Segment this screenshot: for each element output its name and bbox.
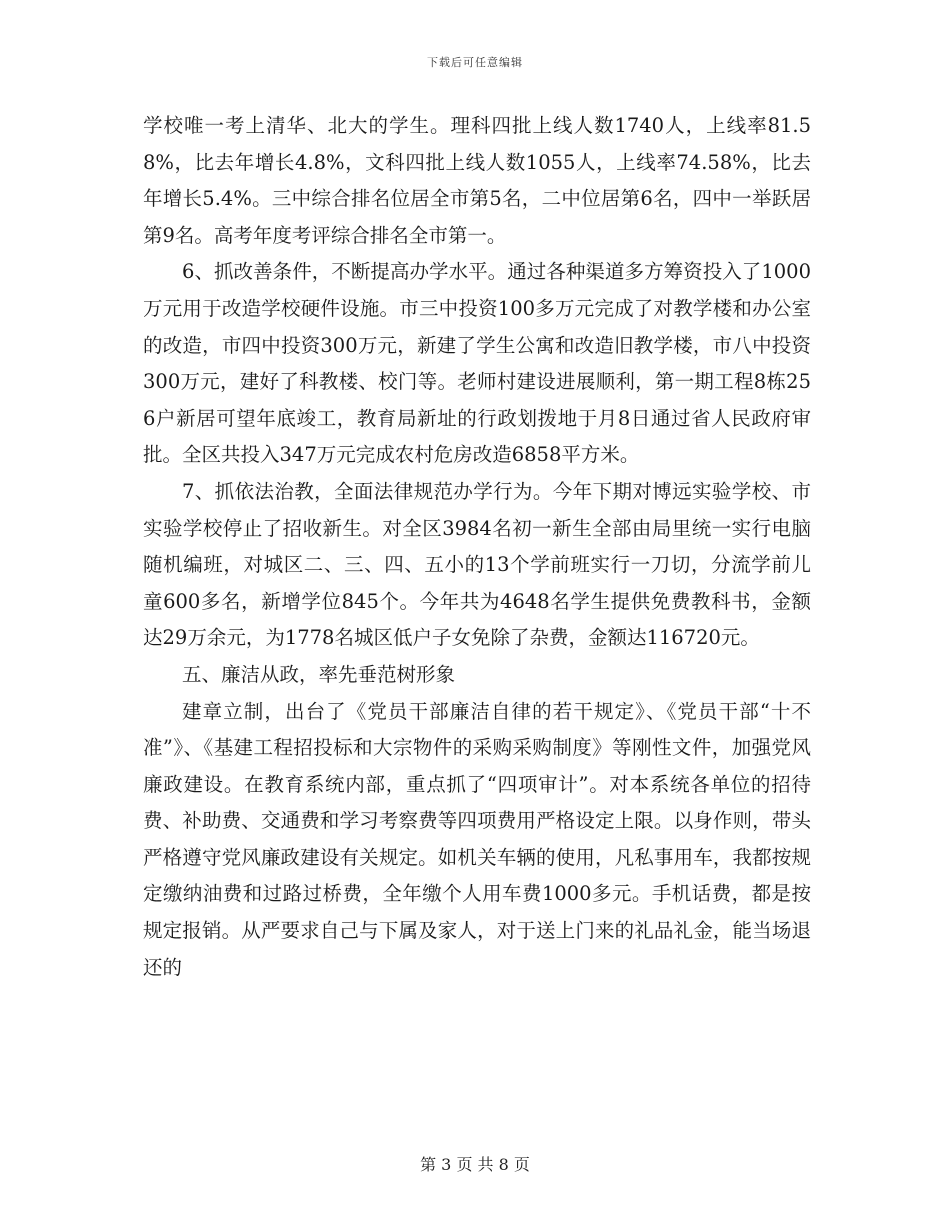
paragraph-improve-conditions: 6、抓改善条件，不断提高办学水平。通过各种渠道多方筹资投入了1000万元用于改造学校硬件设施。市三中投资100多万元完成了对教学楼和办公室的改造，市四中投资300万元，新建了学生公寓和改造旧教学楼，市八中投资300万元，建好了科教楼、校门等。老师村建设进展顺利，第一期工程8栋256户新居可望年底竣工，教育局新址的行政划拨地于月8日通过省人民政府审批。全区共投入347万元完成农村危房改造6858平方米。 <box>143 260 811 467</box>
document-body <box>143 108 811 986</box>
section-heading-integrity: 五、廉洁从政，率先垂范树形象 <box>182 662 456 686</box>
page-footer <box>0 1152 950 1175</box>
paragraph-rule-of-law: 7、抓依法治教，全面法律规范办学行为。今年下期对博远实验学校、市实验学校停止了招收新生。对全区3984名初一新生全部由局里统一实行电脑随机编班，对城区二、三、四、五小的13个学前班实行一刀切，分流学前儿童600多名，新增学位845个。今年共为4648名学生提供免费教科书，金额达29万余元，为1778名城区低户子女免除了杂费，金额达116720元。 <box>143 479 811 650</box>
page-header-note: 下载后可任意编辑 <box>427 56 523 69</box>
paragraph-regulations: 建章立制，出台了《党员干部廉洁自律的若干规定》、《党员干部“十不准”》、《基建工程招投标和大宗物件的采购采购制度》等刚性文件，加强党风廉政建设。在教育系统内部，重点抓了“四项审计”。对本系统各单位的招待费、补助费、交通费和学习考察费等四项费用严格设定上限。以身作则，带头严格遵守党风廉政建设有关规定。如机关车辆的使用，凡私事用车，我都按规定缴纳油费和过路过桥费，全年缴个人用车费1000多元。手机话费，都是按规定报销。从严要求自己与下属及家人，对于送上门来的礼品礼金，能当场退还的 <box>143 699 811 979</box>
paragraph-exam-results: 学校唯一考上清华、北大的学生。理科四批上线人数1740人，上线率81.58%，比去年增长4.8%，文科四批上线人数1055人，上线率74.58%，比去年增长5.4%。三中综合排名位居全市第5名，二中位居第6名，四中一举跃居第9名。高考年度考评综合排名全市第一。 <box>143 114 811 247</box>
page-number-label: 第 3 页 共 8 页 <box>420 1155 530 1174</box>
